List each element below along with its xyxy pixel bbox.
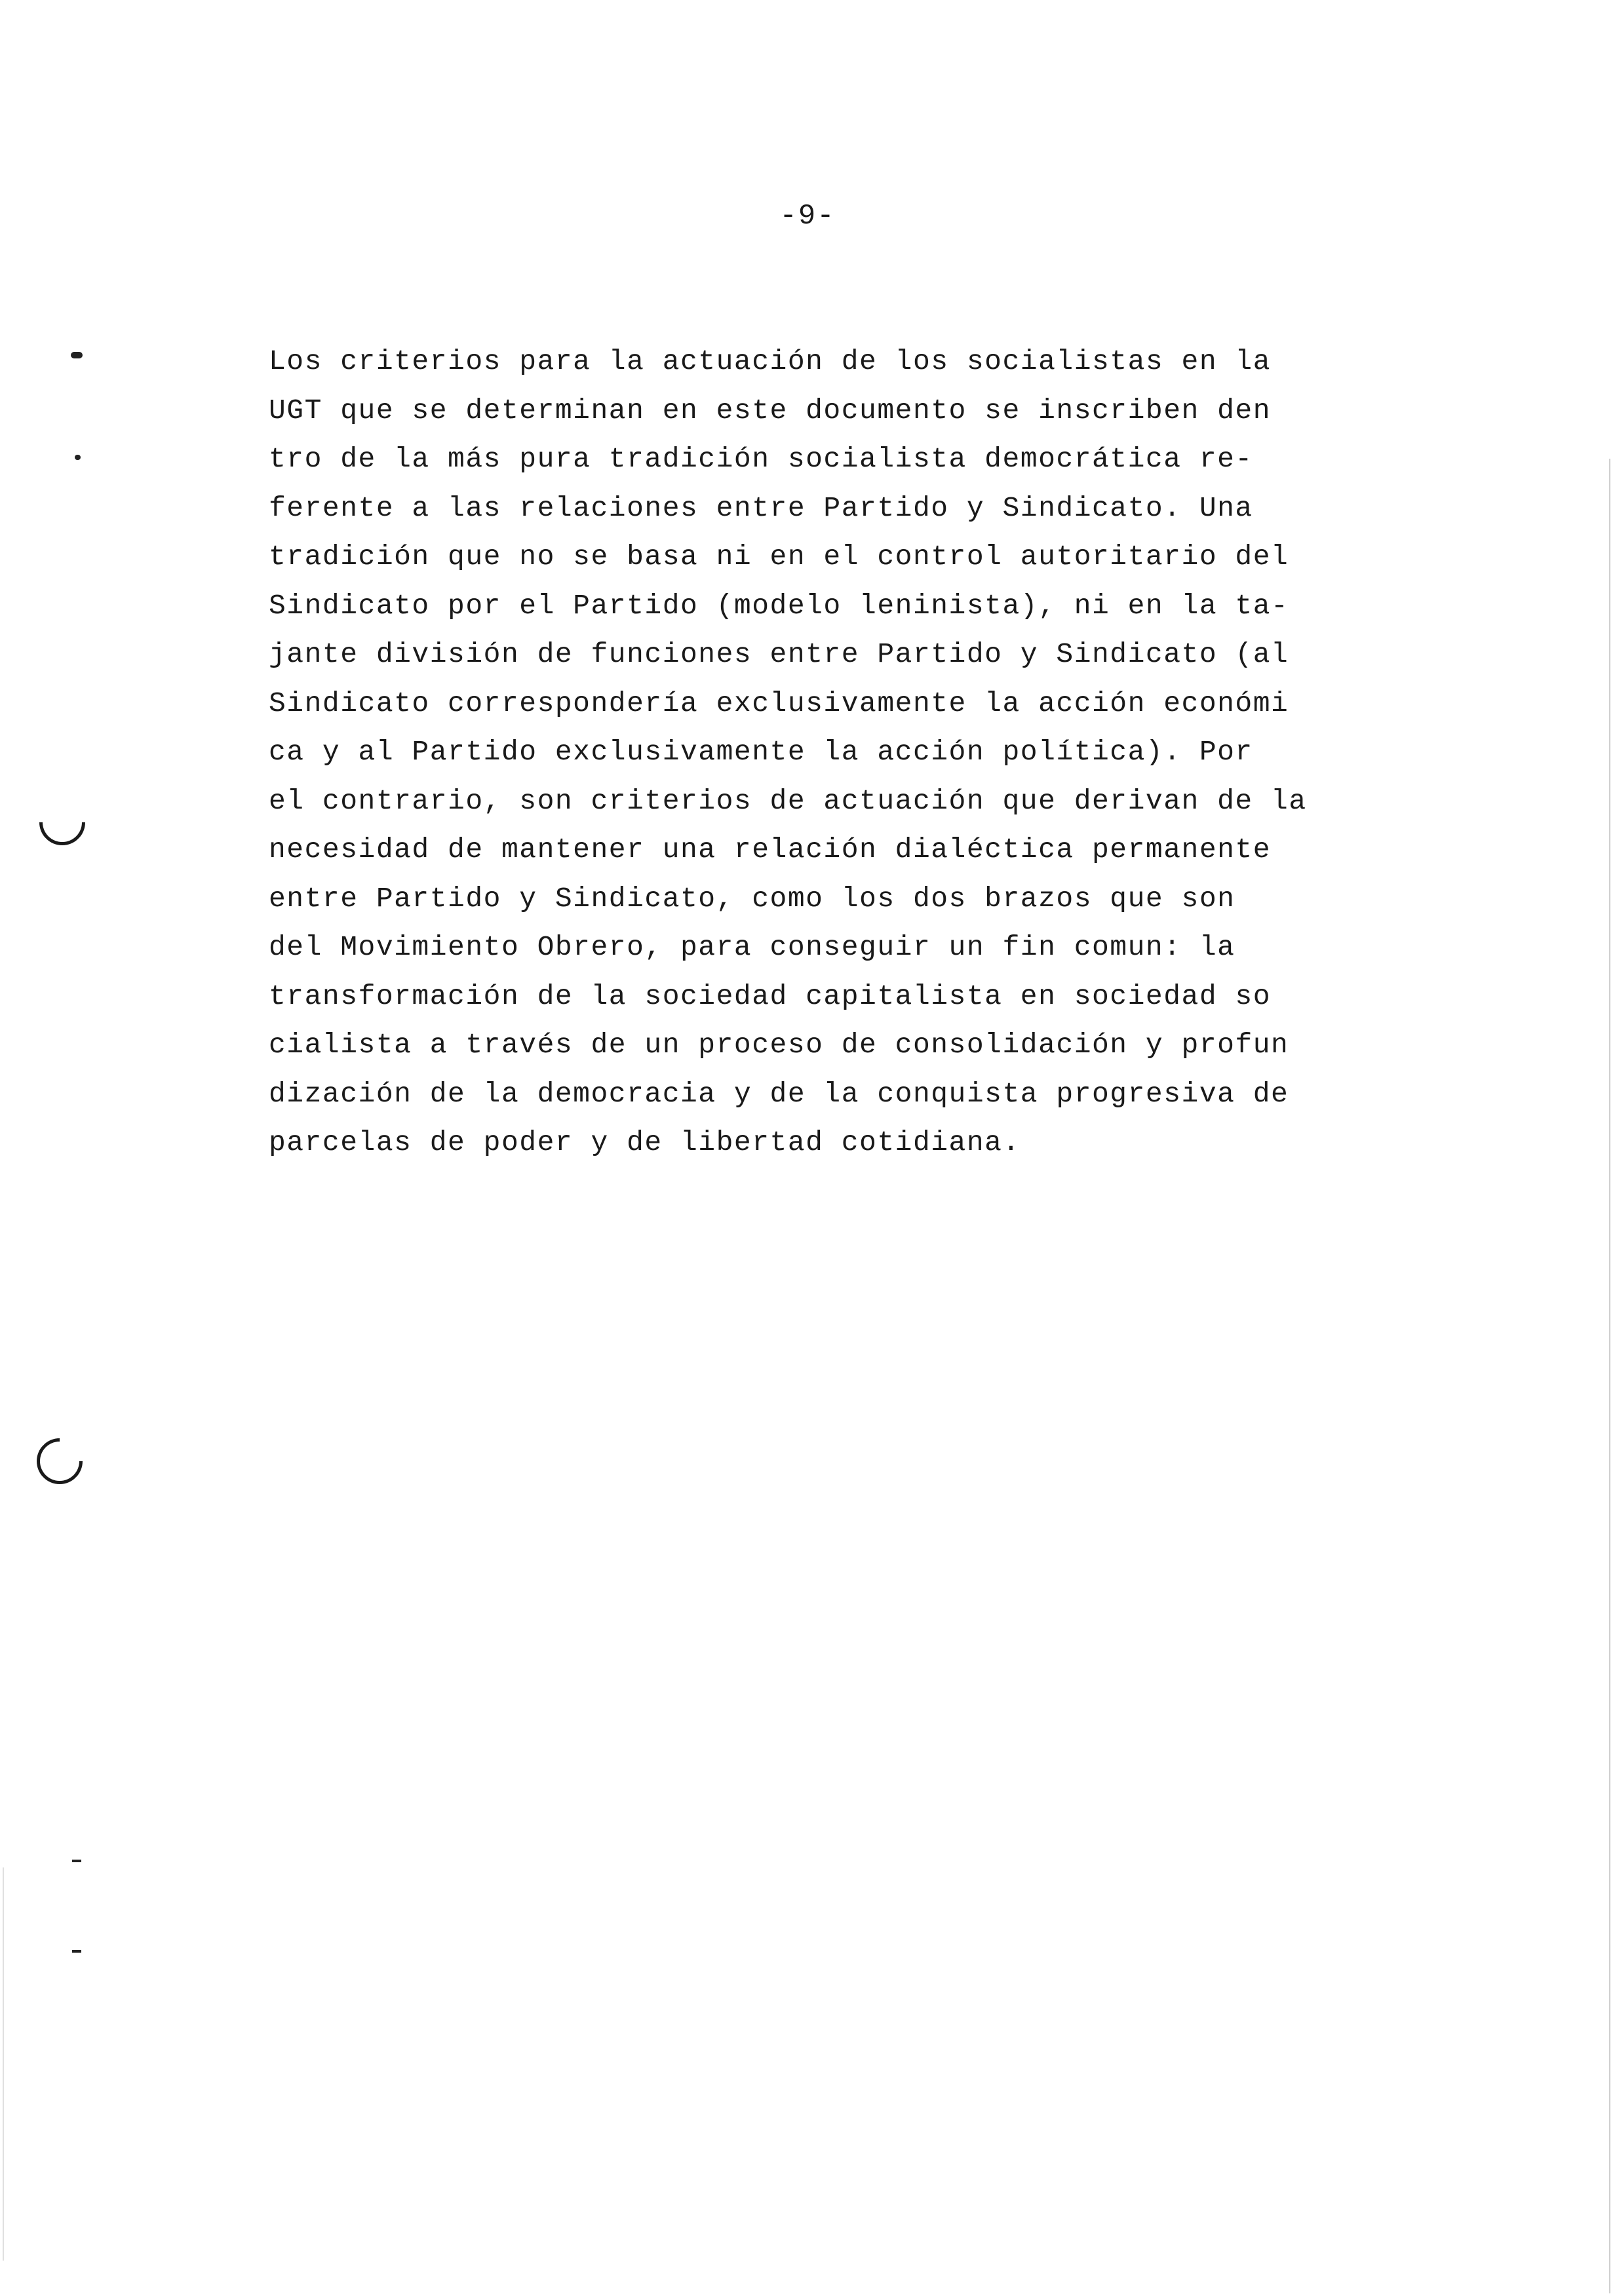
text-line: del Movimiento Obrero, para conseguir un fin comun: la <box>269 931 1236 963</box>
page-edge-shadow <box>1609 459 1610 2293</box>
text-line: ferente a las relaciones entre Partido y Sindicato. Una <box>269 491 1253 524</box>
scan-speck <box>72 1860 81 1862</box>
page-edge-shadow <box>3 1867 4 2261</box>
body-paragraph <box>269 337 1422 1168</box>
text-line: ca y al Partido exclusivamente la acción política). Por <box>269 736 1253 768</box>
text-line: Sindicato por el Partido (modelo leninista), ni en la ta- <box>269 589 1289 622</box>
text-line: Sindicato correspondería exclusivamente la acción económi <box>269 687 1289 719</box>
text-line: Los criterios para la actuación de los socialistas en la <box>269 345 1272 377</box>
text-line: tradición que no se basa ni en el control autoritario del <box>269 541 1289 573</box>
text-line: dización de la democracia y de la conquista progresiva de <box>269 1077 1289 1110</box>
punch-hole-mark <box>28 1429 92 1494</box>
text-line: entre Partido y Sindicato, como los dos brazos que son <box>269 882 1236 915</box>
text-line: parcelas de poder y de libertad cotidiana. <box>269 1126 1021 1158</box>
page-number: -9- <box>779 200 836 233</box>
text-line: necesidad de mantener una relación dialéctica permanente <box>269 833 1272 866</box>
punch-hole-mark <box>30 790 95 855</box>
text-line: UGT que se determinan en este documento se inscriben den <box>269 394 1272 427</box>
scan-speck <box>72 1950 81 1953</box>
text-line: el contrario, son criterios de actuación que derivan de la <box>269 784 1307 817</box>
text-line: cialista a través de un proceso de consolidación y profun <box>269 1029 1289 1061</box>
text-line: tro de la más pura tradición socialista democrática re- <box>269 443 1253 475</box>
text-line: transformación de la sociedad capitalista en sociedad so <box>269 980 1272 1012</box>
scan-speck <box>71 352 83 358</box>
text-line: jante división de funciones entre Partido y Sindicato (al <box>269 638 1289 670</box>
scan-speck <box>75 455 81 460</box>
